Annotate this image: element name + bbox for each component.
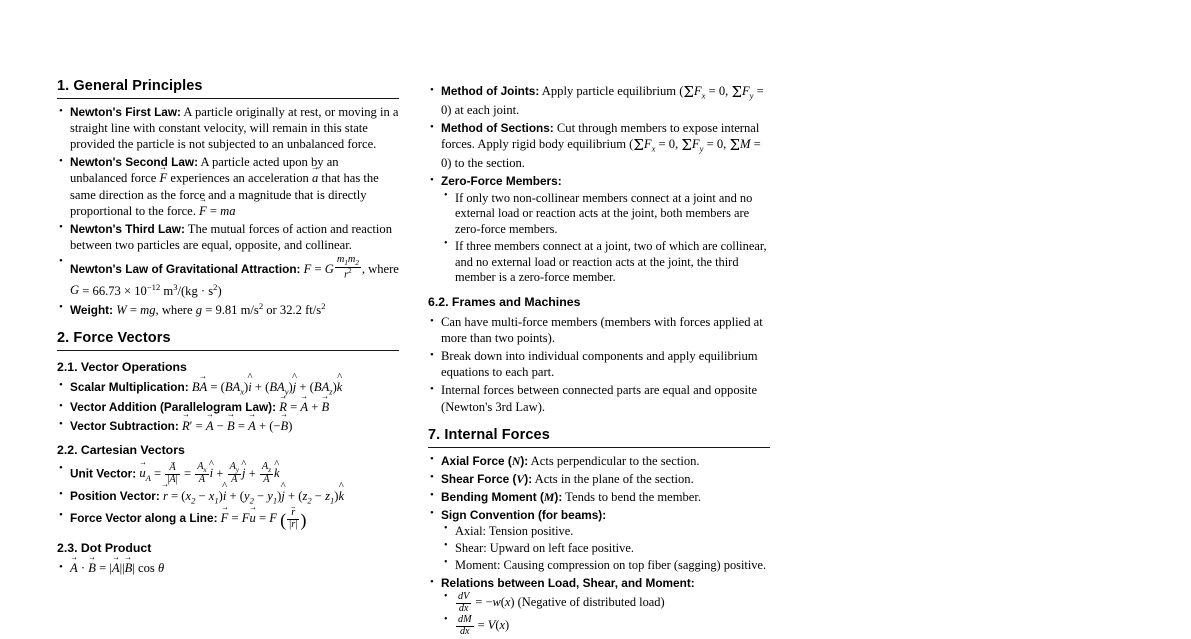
section-heading-general-principles: 1. General Principles [57, 78, 399, 99]
term-label: Sign Convention (for beams): [441, 507, 607, 522]
term-label: Method of Sections: [441, 121, 554, 136]
list-item: • Axial Force (N): Acts perpendicular to the section. [428, 453, 770, 469]
term-label: Newton's First Law: [70, 105, 181, 119]
vector-operations-list [57, 379, 399, 434]
list-item: • Weight: W = mg, where g = 9.81 $m/s^2$ or 32.2 $ft/s^2$ [57, 301, 399, 318]
term-label: Newton's Second Law: [70, 155, 198, 170]
list-item: • Bending Moment (M): Tends to bend the member. [428, 489, 770, 505]
list-item [428, 173, 770, 286]
section-heading-internal-forces: 7. Internal Forces [428, 427, 770, 448]
list-item: • Can have multi-force members (members with forces applied at more than two points). [428, 314, 770, 346]
list-item [428, 575, 770, 637]
list-item: • $\frac{dM}{dx}$ = V(x) [441, 615, 770, 637]
list-item: • Internal forces between connected parts are equal and opposite (Newton's 3rd Law). [428, 382, 770, 414]
list-item: • Vector Addition (Parallelogram Law): R → = A → + B → [57, 399, 399, 415]
subsection-heading-vector-operations: 2.1. Vector Operations [57, 359, 187, 374]
dot-product-list [57, 560, 399, 576]
list-item: • Moment: Causing compression on top fiber (sagging) positive. [441, 558, 770, 574]
term-label: Shear Force (V): [441, 471, 533, 486]
subsection-heading-dot-product: 2.3. Dot Product [57, 541, 152, 556]
list-item: • Force Vector along a Line: F → = Fu → = F ( $\frac{r \to}{|r \to|}$ ) [57, 508, 399, 532]
list-item: • Unit Vector: $u \to_A$ = $\frac{A \to}{|A|}$ = $\frac{A_x}{A}$ i ^ + $\frac{A_y}{A}$ j ^ + $\frac{A_z}{A}$ k ^ [57, 462, 399, 486]
term-label: Newton's Law of Gravitational Attraction: [70, 262, 301, 277]
term-label: Scalar Multiplication: [70, 379, 189, 394]
term-label: Unit Vector: [70, 466, 137, 481]
list-item: • If three members connect at a joint, two of which are collinear, and no external load or reaction acts at the joint, the third member is a zero-force member. [441, 239, 770, 286]
list-item: • Vector Subtraction: R →′ = A → − B → = A → + (−B →) [57, 418, 399, 434]
term-label: Bending Moment (M): [441, 489, 563, 504]
list-item: • Scalar Multiplication: BA → = $(BA_x)i$ ^ + $(BA_y)j$ ^ + $(BA_z)k$ ^ [57, 379, 399, 397]
term-label: Method of Joints: [441, 84, 540, 99]
list-item: • Newton's Law of Gravitational Attraction: F = G $\frac{m_1m_2}{r^2}$ , where $G = 66.73 \times 10^{-12}$ $m^3/(kg \cdot s^2)$ [57, 255, 399, 299]
section-heading-force-vectors: 2. Force Vectors [57, 330, 399, 351]
term-label: Axial Force (N): [441, 453, 529, 468]
list-item: • A → · B → = |A →||B →| cos θ [57, 560, 399, 576]
list-item: • Position Vector: r → = $(x_2 - x_1)i$ ^ + $(y_2 - y_1)j$ ^ + $(z_2 - z_1)k$ ^ [57, 488, 399, 506]
term-label: Vector Addition (Parallelogram Law): [70, 400, 277, 415]
list-item: • Shear Force (V): Acts in the plane of the section. [428, 471, 770, 487]
list-item: • If only two non-collinear members connect at a joint and no external load or reaction acts at the joint, both members are zero-force members. [441, 191, 770, 238]
subsection-heading-cartesian-vectors: 2.2. Cartesian Vectors [57, 442, 185, 457]
list-item: • Break down into individual components and apply equilibrium equations to each part. [428, 348, 770, 380]
cartesian-vectors-list [57, 462, 399, 533]
list-item: • Method of Sections: Cut through members to expose internal forces. Apply rigid body equilibrium ($\Sigma F_x = 0$, $\Sigma F_y = 0$, ΣM = 0) to the section. [428, 120, 770, 171]
term-label: Vector Subtraction: [70, 418, 179, 433]
list-item: • Newton's First Law: A particle originally at rest, or moving in a straight line with constant velocity, will remain in this state provided the particle is not subjected to an unbalanced force. [57, 104, 399, 152]
term-label: Newton's Third Law: [70, 221, 185, 236]
list-item: • Newton's Second Law: A particle acted upon by an unbalanced force F → experiences an acceleration a → that has the same direction as the force and a magnitude that is directly proportional to the force. F → = ma⃗ [57, 154, 399, 218]
zero-force-members-sublist [441, 191, 770, 287]
load-shear-moment-sublist [441, 592, 770, 637]
list-item: • $\frac{dV}{dx}$ = −w(x) (Negative of distributed load) [441, 592, 770, 614]
sign-convention-sublist [441, 524, 770, 573]
list-item: • Method of Joints: Apply particle equilibrium ($\Sigma F_x = 0$, $\Sigma F_y = 0$) at each joint. [428, 83, 770, 118]
term-label: Weight: [70, 302, 114, 317]
term-label: Relations between Load, Shear, and Moment: [441, 576, 695, 591]
left-column [57, 78, 399, 579]
internal-forces-list [428, 453, 770, 638]
two-column-layout [57, 78, 1131, 639]
subsection-heading-frames-and-machines: 6.2. Frames and Machines [428, 295, 581, 309]
term-label: Zero-Force Members: [441, 174, 562, 189]
list-item: • Axial: Tension positive. [441, 524, 770, 540]
term-label: Position Vector: [70, 488, 160, 503]
frames-and-machines-list [428, 314, 770, 415]
list-item: • Newton's Third Law: The mutual forces of action and reaction between two particles are equal, opposite, and collinear. [57, 221, 399, 253]
general-principles-list [57, 104, 399, 318]
right-column [428, 78, 770, 639]
truss-analysis-list [428, 83, 770, 286]
list-item [428, 507, 770, 573]
list-item: • Shear: Upward on left face positive. [441, 541, 770, 557]
term-label: Force Vector along a Line: [70, 511, 218, 525]
